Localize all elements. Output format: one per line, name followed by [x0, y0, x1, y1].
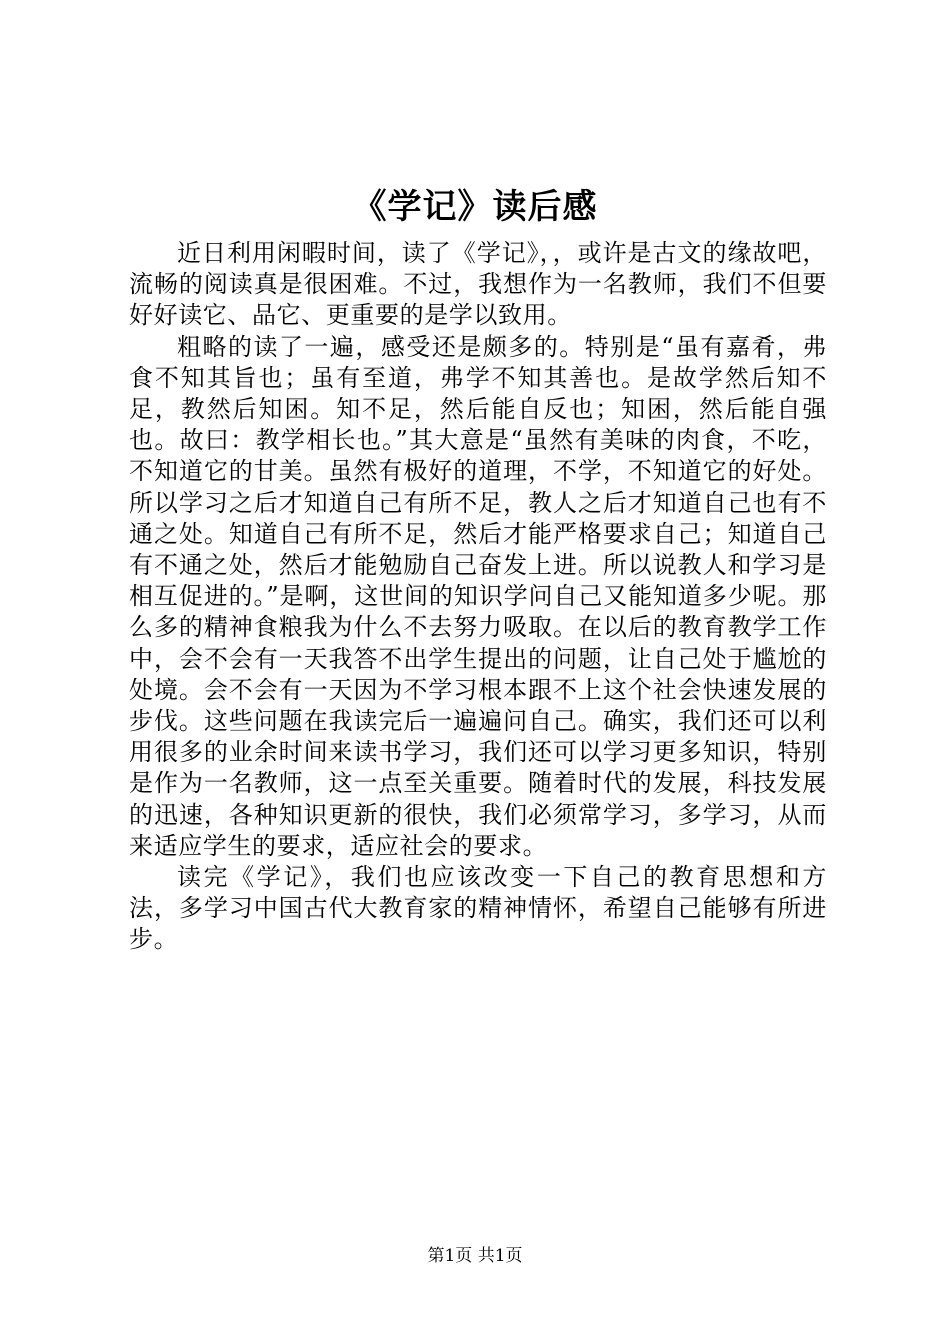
paragraph-1: 近日利用闲暇时间，读了《学记》，，或许是古文的缘故吧，流畅的阅读真是很困难。不过，我想作为一名教师，我们不但要好好读它、品它、更重要的是学以致用。: [129, 239, 827, 330]
document-title: 《学记》读后感: [352, 187, 598, 227]
document-body: [129, 238, 827, 956]
paragraph-3: 读完《学记》，我们也应该改变一下自己的教育思想和方法，多学习中国古代大教育家的精神情怀，希望自己能够有所进步。: [129, 863, 827, 954]
paragraph-2: 粗略的读了一遍，感受还是颇多的。特别是“虽有嘉肴，弗食不知其旨也；虽有至道，弗学不知其善也。是故学然后知不足，教然后知困。知不足，然后能自反也；知困，然后能自强也。故曰：教学相长也。”其大意是“虽然有美味的肉食，不吃，不知道它的甘美。虽然有极好的道理，不学，不知道它的好处。所以学习之后才知道自己有所不足，教人之后才知道自己也有不通之处。知道自己有所不足，然后才能严格要求自己；知道自己有不通之处，然后才能勉励自己奋发上进。所以说教人和学习是相互促进的。”是啊，这世间的知识学问自己又能知道多少呢。那么多的精神食粮我为什么不去努力吸取。在以后的教育教学工作中，会不会有一天我答不出学生提出的问题，让自己处于尴尬的处境。会不会有一天因为不学习根本跟不上这个社会快速发展的步伐。这些问题在我读完后一遍遍问自己。确实，我们还可以利用很多的业余时间来读书学习，我们还可以学习更多知识，特别是作为一名教师，这一点至关重要。随着时代的发展，科技发展的迅速，各种知识更新的很快，我们必须常学习，多学习，从而来适应学生的要求，适应社会的要求。: [129, 332, 827, 860]
page-footer: 第1页 共1页: [427, 1246, 523, 1266]
